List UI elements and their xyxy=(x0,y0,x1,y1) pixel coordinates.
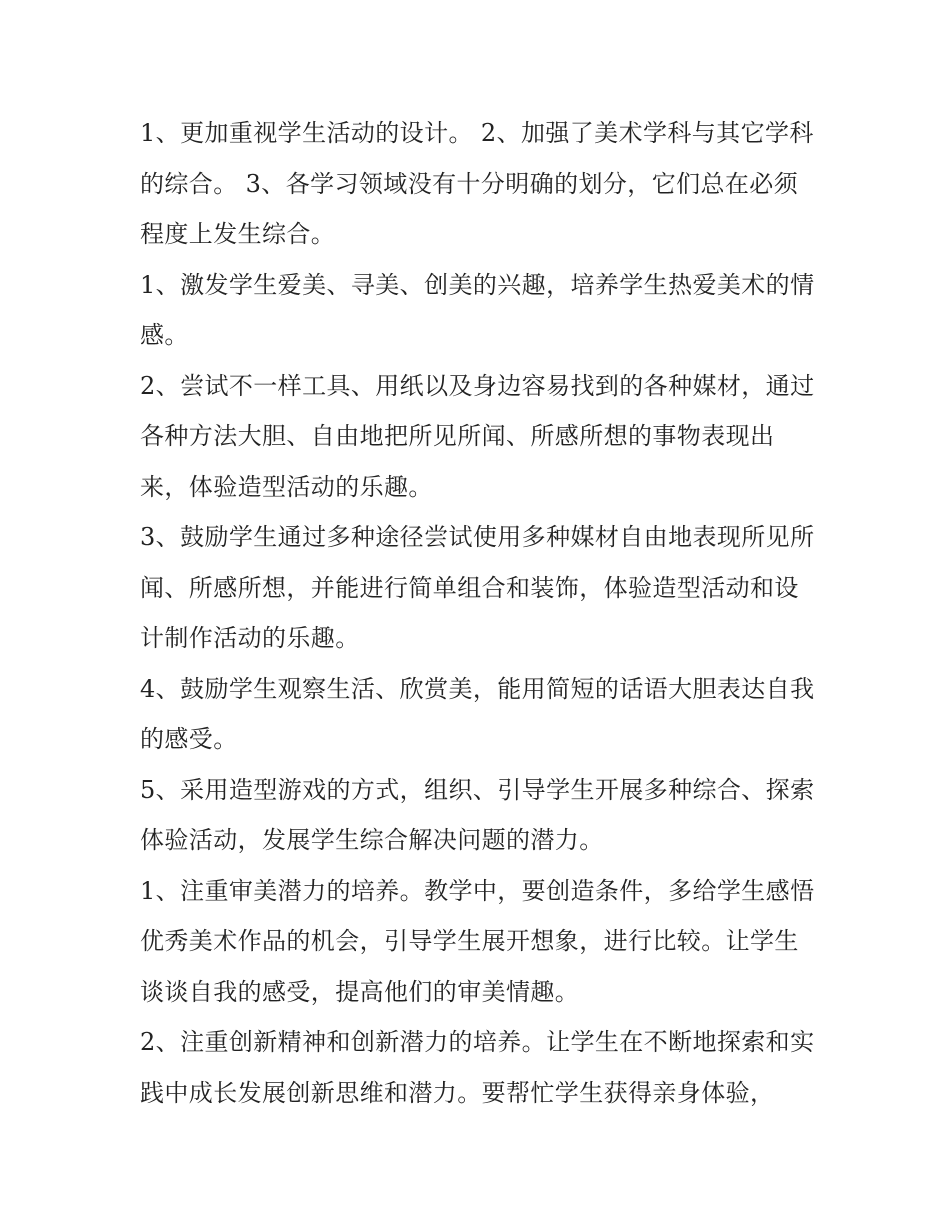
paragraph: 1、更加重视学生活动的设计。 2、加强了美术学科与其它学科的综合。 3、各学习领域没有十分明确的划分，它们总在必须程度上发生综合。 xyxy=(140,119,814,248)
paragraph: 1、注重审美潜力的培养。教学中，要创造条件，多给学生感悟优秀美术作品的机会，引导学生展开想象，进行比较。让学生谈谈自我的感受，提高他们的审美情趣。 xyxy=(140,876,815,1006)
paragraph: 5、采用造型游戏的方式，组织、引导学生开展多种综合、探索体验活动，发展学生综合解决问题的潜力。 xyxy=(140,775,815,854)
paragraph: 2、尝试不一样工具、用纸以及身边容易找到的各种媒材，通过各种方法大胆、自由地把所见所闻、所感所想的事物表现出来，体验造型活动的乐趣。 xyxy=(140,371,815,501)
document-body xyxy=(140,108,820,1118)
paragraph: 3、鼓励学生通过多种途径尝试使用多种媒材自由地表现所见所闻、所感所想，并能进行简单组合和装饰，体验造型活动和设计制作活动的乐趣。 xyxy=(140,523,815,652)
paragraph: 1、激发学生爱美、寻美、创美的兴趣，培养学生热爱美术的情感。 xyxy=(140,270,815,349)
paragraph: 4、鼓励学生观察生活、欣赏美，能用简短的话语大胆表达自我的感受。 xyxy=(140,674,815,753)
paragraph: 2、注重创新精神和创新潜力的培养。让学生在不断地探索和实践中成长发展创新思维和潜力。要帮忙学生获得亲身体验， xyxy=(140,1028,815,1107)
